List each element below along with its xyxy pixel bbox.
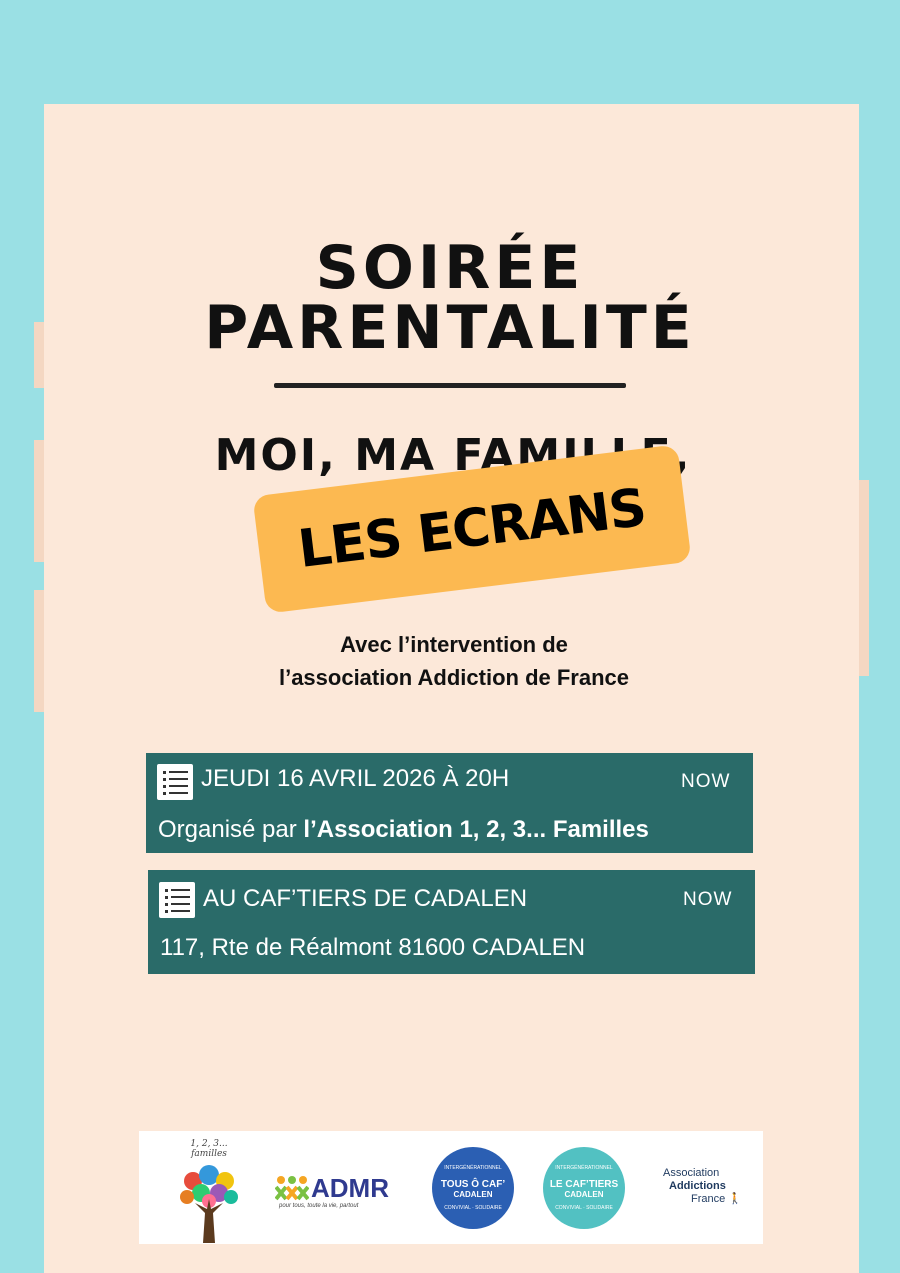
title-line-2: PARENTALITÉ <box>204 293 696 363</box>
event-card-date <box>146 753 753 853</box>
le-caftiers-top: INTERGÉNÉRATIONNEL <box>555 1165 613 1171</box>
list-icon <box>157 764 193 800</box>
divider <box>274 383 626 388</box>
addictions-line-3: France <box>691 1193 726 1205</box>
event-address: 117, Rte de Réalmont 81600 CADALEN <box>160 934 586 961</box>
event-card-location <box>148 870 755 974</box>
event-organizer <box>158 816 649 844</box>
admr-tagline: pour tous, toute la vie, partout <box>279 1203 359 1209</box>
partner-logos <box>139 1131 763 1244</box>
theme-subtitle: MOI, MA FAMILLE, <box>214 430 692 481</box>
now-badge: NOW <box>683 889 733 910</box>
walking-person-icon: 🚶 <box>728 1193 743 1205</box>
admr-logo <box>275 1173 395 1213</box>
le-caftiers-bottom: CONVIVIAL · SOLIDAIRE <box>555 1205 613 1211</box>
intro-line-2: l’association Addiction de France <box>278 665 630 690</box>
le-caftiers-place: CADALEN <box>564 1190 604 1199</box>
highlight-text: LES ECRANS <box>295 477 649 581</box>
familles-logo <box>173 1139 245 1235</box>
intro-line-1: Avec l’intervention de <box>340 632 568 657</box>
event-venue: AU CAF’TIERS DE CADALEN <box>203 885 528 912</box>
tous-o-caf-bottom: CONVIVIAL · SOLIDAIRE <box>444 1205 502 1211</box>
list-icon <box>159 882 195 918</box>
organizer-prefix: Organisé par <box>158 816 304 843</box>
tous-o-caf-place: CADALEN <box>453 1190 493 1199</box>
tous-o-caf-name: TOUS Ô CAF’ <box>440 1179 506 1190</box>
family-tree-icon <box>173 1159 245 1243</box>
tous-o-caf-top: INTERGÉNÉRATIONNEL <box>444 1165 502 1171</box>
le-caftiers-logo <box>543 1147 625 1229</box>
tous-o-caf-logo <box>432 1147 514 1229</box>
organizer-name: l’Association 1, 2, 3... Familles <box>303 816 649 843</box>
event-date: JEUDI 16 AVRIL 2026 À 20H <box>201 765 510 792</box>
admr-name: ADMR <box>311 1173 389 1203</box>
admr-people-icon <box>275 1175 309 1201</box>
addictions-line-2: Addictions <box>669 1180 726 1192</box>
addictions-line-1: Association <box>663 1167 720 1179</box>
familles-logo-text: 1, 2, 3... familles <box>190 1139 228 1159</box>
now-badge: NOW <box>681 771 731 792</box>
title-line-1: SOIRÉE <box>315 233 585 303</box>
le-caftiers-name: LE CAF’TIERS <box>549 1179 619 1190</box>
addictions-france-logo <box>663 1167 743 1206</box>
